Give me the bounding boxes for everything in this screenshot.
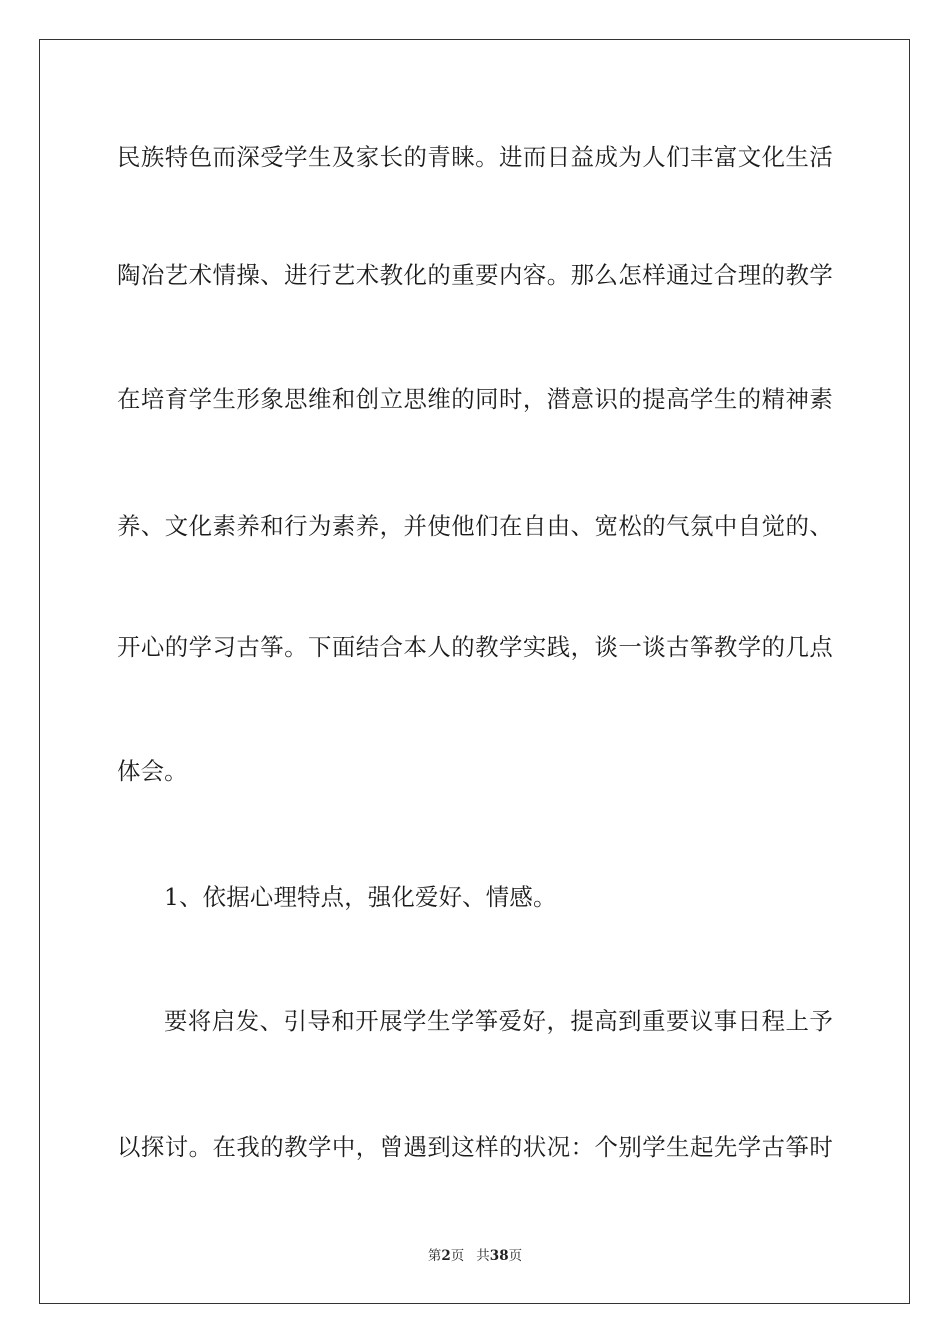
total-suffix: 页: [508, 1248, 523, 1264]
body-line-5: 开心的学习古筝。下面结合本人的教学实践，谈一谈古筝教学的几点: [117, 633, 833, 661]
body-line-1: 民族特色而深受学生及家长的青睐。进而日益成为人们丰富文化生活: [117, 143, 833, 171]
page-footer: [0, 1247, 950, 1265]
page-number: 2: [441, 1248, 451, 1264]
body-line-9: 以探讨。在我的教学中，曾遇到这样的状况：个别学生起先学古筝时: [117, 1133, 833, 1161]
body-line-4: 养、文化素养和行为素养，并使他们在自由、宽松的气氛中自觉的、: [117, 512, 833, 540]
body-line-6: 体会。: [117, 757, 188, 785]
section-heading: 1、依据心理特点，强化爱好、情感。: [164, 883, 557, 911]
total-pages: 38: [489, 1248, 509, 1264]
body-line-2: 陶冶艺术情操、进行艺术教化的重要内容。那么怎样通过合理的教学: [117, 261, 833, 289]
body-line-8: 要将启发、引导和开展学生学筝爱好，提高到重要议事日程上予: [164, 1007, 833, 1035]
page-suffix: 页: [450, 1248, 465, 1264]
page-prefix: 第: [427, 1248, 442, 1264]
body-line-3: 在培育学生形象思维和创立思维的同时，潜意识的提高学生的精神素: [117, 385, 833, 413]
total-prefix: 共: [476, 1248, 490, 1264]
page-border: [39, 39, 910, 1304]
